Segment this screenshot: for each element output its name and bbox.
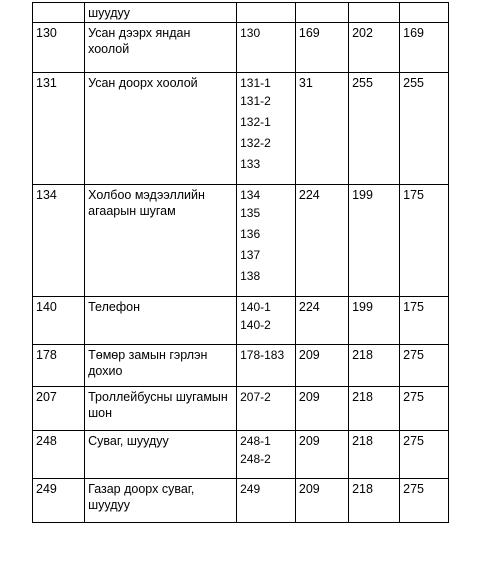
row-value-1-cell: 224 [295,297,348,345]
row-value-2-cell [349,3,400,23]
row-value-3-cell [400,3,449,23]
data-table [32,2,449,523]
table-row [33,73,449,185]
row-value-2-cell: 218 [349,431,400,479]
row-value-1-cell: 169 [295,23,348,73]
row-codes-cell [237,73,296,185]
code-item: 138 [240,269,261,283]
row-name-cell: Усан дээрх яндан хоолой [85,23,237,73]
code-item: 248-1 [240,434,271,448]
row-value-3-cell: 275 [400,387,449,431]
row-value-2-cell: 202 [349,23,400,73]
row-name-cell: Троллейбусны шугамын шон [85,387,237,431]
row-value-2-cell: 218 [349,345,400,387]
row-value-2-cell: 218 [349,479,400,523]
row-name-cell: Телефон [85,297,237,345]
row-codes-cell [237,345,296,387]
row-value-3-cell: 275 [400,479,449,523]
code-item: 134 [240,188,261,202]
table-row [33,297,449,345]
row-value-2-cell: 218 [349,387,400,431]
code-item: 248-2 [240,452,271,466]
row-number-cell: 249 [33,479,85,523]
table-row [33,431,449,479]
table-row [33,387,449,431]
table-row [33,345,449,387]
row-codes-cell [237,297,296,345]
row-name-cell: Усан доорх хоолой [85,73,237,185]
code-item: 135 [240,206,261,220]
row-value-2-cell: 199 [349,185,400,297]
row-value-1-cell: 209 [295,479,348,523]
row-number-cell: 131 [33,73,85,185]
row-value-3-cell: 175 [400,185,449,297]
row-value-1-cell: 209 [295,387,348,431]
row-value-1-cell: 224 [295,185,348,297]
code-item: 130 [240,26,261,40]
row-number-cell: 178 [33,345,85,387]
row-number-cell: 207 [33,387,85,431]
row-name-cell: шуудуу [85,3,237,23]
table-row [33,185,449,297]
row-name-cell: Холбоо мэдээллийн агаарын шугам [85,185,237,297]
code-item: 249 [240,482,261,496]
row-codes-cell [237,479,296,523]
row-name-cell: Газар доорх суваг, шуудуу [85,479,237,523]
row-number-cell: 134 [33,185,85,297]
row-number-cell: 140 [33,297,85,345]
row-codes-cell [237,3,296,23]
row-value-2-cell: 255 [349,73,400,185]
row-value-3-cell: 175 [400,297,449,345]
row-value-3-cell: 169 [400,23,449,73]
code-item: 140-1 [240,300,271,314]
row-value-1-cell: 209 [295,431,348,479]
row-value-3-cell: 275 [400,431,449,479]
row-name-cell: Төмөр замын гэрлэн дохио [85,345,237,387]
code-item: 132-1 [240,115,271,129]
table-row [33,479,449,523]
row-value-3-cell: 275 [400,345,449,387]
code-item: 132-2 [240,136,271,150]
row-value-3-cell: 255 [400,73,449,185]
code-item: 133 [240,157,261,171]
row-codes-cell [237,23,296,73]
row-name-cell: Суваг, шуудуу [85,431,237,479]
table-row [33,3,449,23]
code-item: 137 [240,248,261,262]
code-item: 207-2 [240,390,271,404]
row-value-1-cell: 209 [295,345,348,387]
table-row [33,23,449,73]
row-value-1-cell [295,3,348,23]
code-item: 178-183 [240,348,285,362]
row-codes-cell [237,185,296,297]
table-body [33,3,449,523]
row-number-cell: 248 [33,431,85,479]
row-value-1-cell: 31 [295,73,348,185]
row-value-2-cell: 199 [349,297,400,345]
code-item: 131-1 [240,76,271,90]
row-codes-cell [237,431,296,479]
row-codes-cell [237,387,296,431]
row-number-cell: 130 [33,23,85,73]
code-item: 140-2 [240,318,271,332]
row-number-cell [33,3,85,23]
code-item: 136 [240,227,261,241]
code-item: 131-2 [240,94,271,108]
